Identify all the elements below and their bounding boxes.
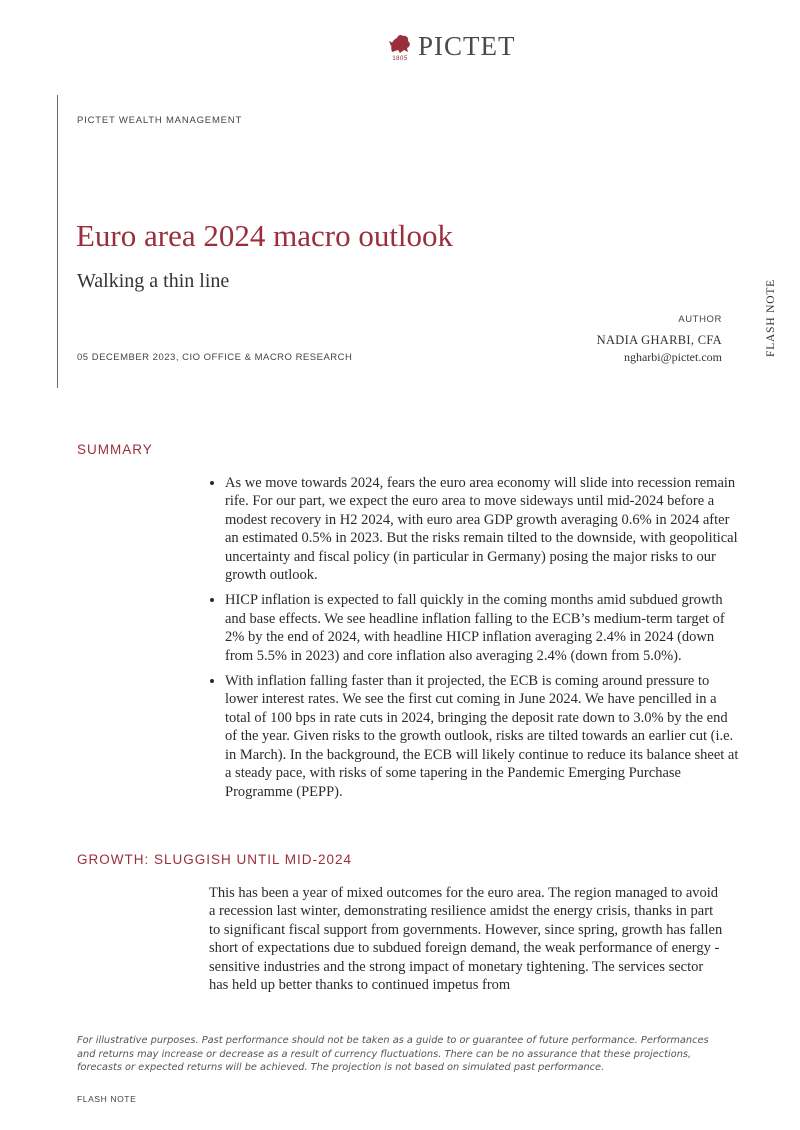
logo-wordmark: PICTET [418, 31, 516, 61]
page-title: Euro area 2024 macro outlook [76, 218, 454, 253]
page-subtitle: Walking a thin line [77, 270, 230, 292]
footer-label: FLASH NOTE [77, 1094, 137, 1104]
summary-heading: SUMMARY [77, 442, 153, 457]
growth-paragraph: This has been a year of mixed outcomes for the euro area. The region managed to avoid a recession last winter, demonstrating resilience amidst the energy crisis, thanks in part to significant fiscal support from governments. However, since spring, growth has fallen short of expectations due to subdued foreign demand, the weak performance of energy -sensitive industries and the strong impact of monetary tightening. The services sector has held up better thanks to continued impetus from [209, 885, 723, 994]
author-email[interactable]: ngharbi@pictet.com [623, 350, 722, 364]
side-tag-label: FLASH NOTE [765, 279, 777, 357]
summary-bullet: • HICP inflation is expected to fall quickly in the coming months amid subdued growth and base effects. We see headline inflation falling to the ECB’s medium-term target of 2% by the end of 2024, with headline HICP inflation averaging 2.4% in 2024 (down from 5.5% in 2023) and core inflation also averaging 2.4% (down from 5.0%). [225, 591, 741, 665]
pictet-logo [386, 32, 516, 66]
lion-crest-icon [386, 32, 414, 66]
brand-name: PICTET WEALTH MANAGEMENT [77, 115, 243, 126]
disclaimer: For illustrative purposes. Past performance should not be taken as a guide to or guarantee of future performance. Performances and returns may increase or decrease as a result of currency fluctuations. There can be no assurance that these projections, forecasts or expected returns will be achieved. The projection is not based on simulated past performance. [77, 1035, 709, 1073]
summary-bullet: • With inflation falling faster than it projected, the ECB is coming around pressure to lower interest rates. We see the first cut coming in June 2024. We have pencilled in a total of 100 bps in rate cuts in 2024, bringing the deposit rate down to 3.0% by the end of the year. Given risks to the growth outlook, risks are tilted towards an earlier cut (i.e. in March). In the background, the ECB will likely continue to reduce its balance sheet at a steady pace, with risks of some tapering in the Pandemic Emerging Purchase Programme (PEPP). [225, 672, 741, 801]
author-name: NADIA GHARBI, CFA [596, 333, 722, 347]
logo-year: 1805 [392, 56, 408, 62]
growth-heading: GROWTH: SLUGGISH UNTIL MID-2024 [77, 852, 353, 867]
header-divider [57, 95, 58, 388]
author-label: AUTHOR [678, 314, 722, 325]
date-line: 05 DECEMBER 2023, CIO OFFICE & MACRO RESEARCH [77, 352, 353, 363]
author-block [597, 314, 722, 365]
summary-list [208, 474, 741, 808]
summary-bullet: • As we move towards 2024, fears the euro area economy will slide into recession remain rife. For our part, we expect the euro area to move sideways until mid-2024 before a modest recovery in H2 2024, with euro area GDP growth averaging 0.6% in 2024 after an estimated 0.5% in 2023. But the risks remain tilted to the downside, with geopolitical uncertainty and fiscal policy (in particular in Germany) posing the major risks to our growth outlook. [225, 474, 741, 584]
